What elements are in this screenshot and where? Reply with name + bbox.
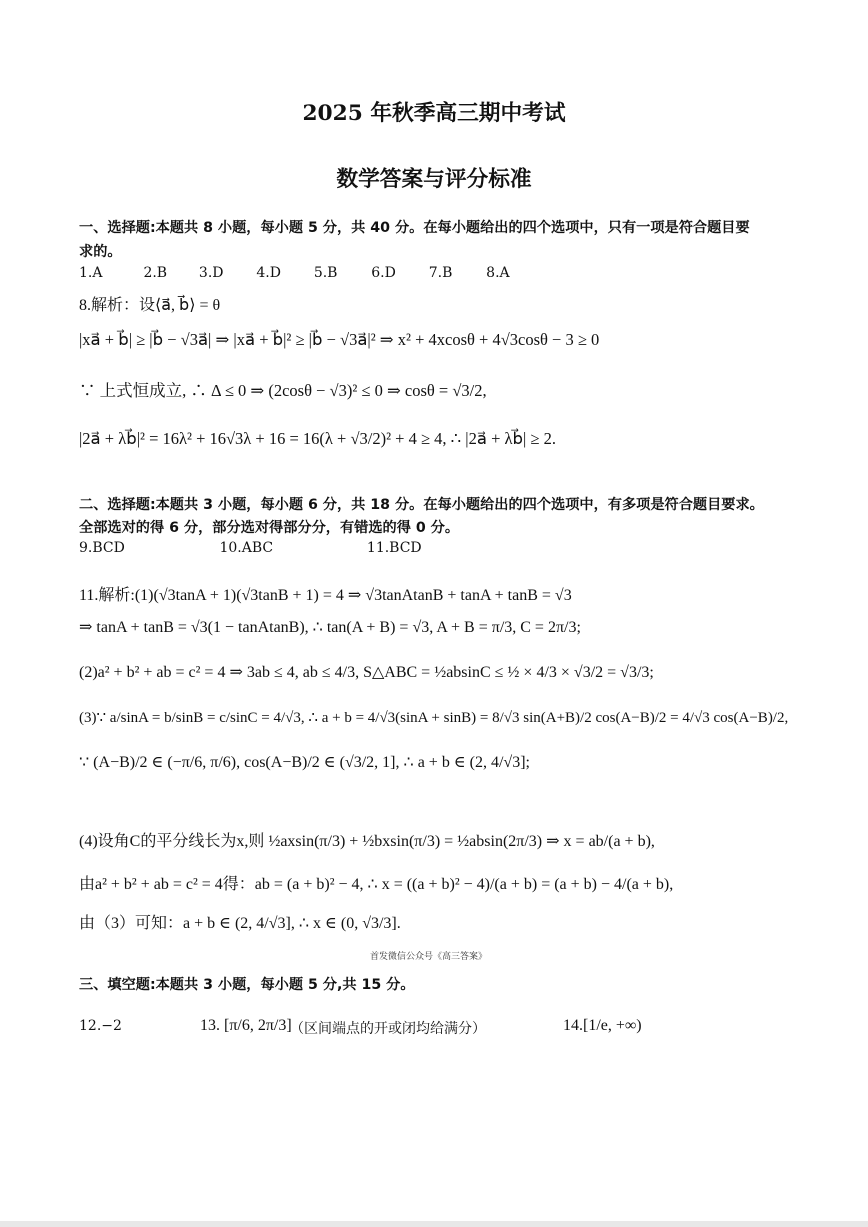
answer-5: 5.B: [313, 265, 338, 281]
answer-4: 4.D: [256, 265, 281, 281]
page-subtitle: 数学答案与评分标准: [336, 167, 532, 192]
answer-6: 6.D: [371, 265, 396, 281]
section1-answers: [79, 265, 526, 281]
answer-8: 8.A: [486, 265, 510, 281]
q11-line-7: 由a² + b² + ab = c² = 4得：ab = (a + b)² − 4, ∴ x = ((a + b)² − 4)/(a + b) = (a + b) − 4/(a + b),: [79, 876, 674, 893]
q11-line-8: 由（3）可知：a + b ∈ (2, 4/√3], ∴ x ∈ (0, √3/3].: [79, 915, 401, 932]
answer-10: 10.ABC: [219, 540, 274, 556]
section3-heading: 三、填空题:本题共 3 小题，每小题 5 分,共 15 分。: [79, 977, 415, 993]
answer-13: 13. [π/6, 2π/3]: [200, 1017, 292, 1034]
section1-heading-line1: 一、选择题:本题共 8 小题，每小题 5 分，共 40 分。在每小题给出的四个选项中，只有一项是符合题目要: [79, 220, 750, 236]
answer-13-note: （区间端点的开或闭均给满分）: [290, 1021, 486, 1037]
answer-2: 2.B: [143, 265, 168, 281]
q11-line-4: (3)∵ a/sinA = b/sinB = c/sinC = 4/√3, ∴ a + b = 4/√3(sinA + sinB) = 8/√3 sin(A+B)/2 cos(A−B)/2 = 4/√3 cos(A−B)/2,: [79, 710, 789, 726]
section2-heading-line1: 二、选择题:本题共 3 小题，每小题 6 分，共 18 分。在每小题给出的四个选项中，有多项是符合题目要求。: [79, 497, 764, 513]
q11-line-1: 11.解析:(1)(√3tanA + 1)(√3tanB + 1) = 4 ⇒ √3tanAtanB + tanA + tanB = √3: [79, 587, 572, 604]
answer-1: 1.A: [79, 265, 103, 281]
q8-line-1: 8.解析：设⟨a⃗, b⃗⟩ = θ: [79, 297, 221, 314]
q11-line-5: ∵ (A−B)/2 ∈ (−π/6, π/6), cos(A−B)/2 ∈ (√3/2, 1], ∴ a + b ∈ (2, 4/√3];: [79, 754, 530, 771]
page-bottom-edge: [0, 1221, 868, 1227]
watermark-text: 首发微信公众号《高三答案》: [370, 952, 488, 962]
q8-line-2: |xa⃗ + b⃗| ≥ |b⃗ − √3a⃗| ⇒ |xa⃗ + b⃗|² ≥ |b⃗ − √3a⃗|² ⇒ x² + 4xcosθ + 4√3cosθ − 3 ≥ 0: [79, 330, 600, 349]
answer-9: 9.BCD: [79, 540, 125, 556]
answer-14: 14.[1/e, +∞): [563, 1017, 642, 1034]
q11-line-2: ⇒ tanA + tanB = √3(1 − tanAtanB), ∴ tan(A + B) = √3, A + B = π/3, C = 2π/3;: [79, 619, 581, 636]
section1-heading-line2: 求的。: [79, 244, 122, 260]
q11-line-3: (2)a² + b² + ab = c² = 4 ⇒ 3ab ≤ 4, ab ≤ 4/3, S△ABC = ½absinC ≤ ½ × 4/3 × √3/2 = √3/3;: [79, 664, 654, 681]
q8-line-4: |2a⃗ + λb⃗|² = 16λ² + 16√3λ + 16 = 16(λ + √3/2)² + 4 ≥ 4, ∴ |2a⃗ + λb⃗| ≥ 2.: [79, 429, 556, 448]
answer-3: 3.D: [198, 265, 224, 281]
section2-answers: [79, 540, 427, 556]
answer-12: 12.−2: [79, 1018, 122, 1034]
q11-line-6: (4)设角C的平分线长为x,则 ½axsin(π/3) + ½bxsin(π/3) = ½absin(2π/3) ⇒ x = ab/(a + b),: [79, 833, 655, 850]
page-title: 2025 年秋季高三期中考试: [302, 101, 566, 126]
q8-line-3: ∵ 上式恒成立, ∴ Δ ≤ 0 ⇒ (2cosθ − √3)² ≤ 0 ⇒ cosθ = √3/2,: [79, 381, 487, 400]
section2-heading-line2: 全部选对的得 6 分，部分选对得部分分，有错选的得 0 分。: [79, 520, 460, 536]
answer-11: 11.BCD: [366, 540, 422, 556]
answer-7: 7.B: [428, 265, 453, 281]
